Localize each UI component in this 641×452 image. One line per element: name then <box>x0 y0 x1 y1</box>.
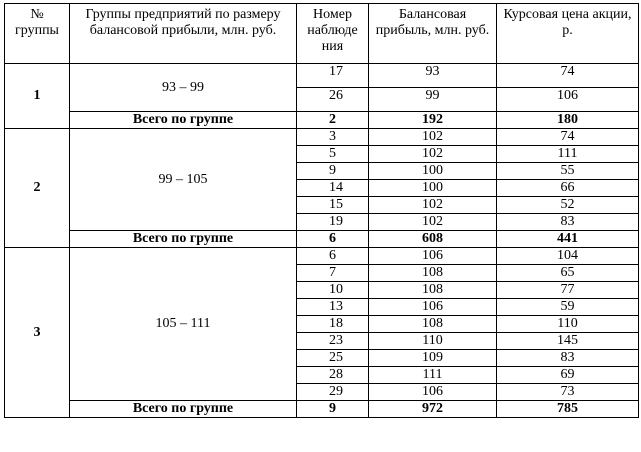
obs-number: 15 <box>297 197 369 214</box>
total-price: 441 <box>497 231 639 248</box>
obs-number: 17 <box>297 64 369 88</box>
header-obs-no: Номер наблюде ния <box>297 4 369 64</box>
price-value: 106 <box>497 88 639 112</box>
price-value: 110 <box>497 316 639 333</box>
obs-number: 10 <box>297 282 369 299</box>
obs-number: 23 <box>297 333 369 350</box>
price-value: 69 <box>497 367 639 384</box>
header-group-no: № группы <box>5 4 70 64</box>
obs-number: 13 <box>297 299 369 316</box>
price-value: 74 <box>497 64 639 88</box>
profit-value: 106 <box>369 299 497 316</box>
obs-number: 6 <box>297 248 369 265</box>
profit-value: 100 <box>369 163 497 180</box>
total-price: 785 <box>497 401 639 418</box>
obs-number: 7 <box>297 265 369 282</box>
total-label: Всего по группе <box>70 401 297 418</box>
profit-value: 102 <box>369 129 497 146</box>
price-value: 74 <box>497 129 639 146</box>
total-obs: 6 <box>297 231 369 248</box>
price-value: 66 <box>497 180 639 197</box>
profit-value: 108 <box>369 265 497 282</box>
table-row <box>5 64 639 88</box>
price-value: 59 <box>497 299 639 316</box>
header-group-range: Группы предприятий по размеру балансовой прибыли, млн. руб. <box>70 4 297 64</box>
profit-value: 108 <box>369 282 497 299</box>
profit-value: 102 <box>369 214 497 231</box>
table-row <box>5 248 639 265</box>
total-label: Всего по группе <box>70 112 297 129</box>
profit-value: 106 <box>369 248 497 265</box>
price-value: 111 <box>497 146 639 163</box>
obs-number: 5 <box>297 146 369 163</box>
price-value: 83 <box>497 214 639 231</box>
price-value: 55 <box>497 163 639 180</box>
total-profit: 608 <box>369 231 497 248</box>
profit-value: 100 <box>369 180 497 197</box>
group-total-row <box>5 112 639 129</box>
group-number: 3 <box>5 248 70 418</box>
price-value: 52 <box>497 197 639 214</box>
profit-value: 109 <box>369 350 497 367</box>
obs-number: 25 <box>297 350 369 367</box>
price-value: 73 <box>497 384 639 401</box>
profit-value: 99 <box>369 88 497 112</box>
profit-value: 111 <box>369 367 497 384</box>
profit-value: 102 <box>369 146 497 163</box>
total-profit: 972 <box>369 401 497 418</box>
total-obs: 2 <box>297 112 369 129</box>
price-value: 145 <box>497 333 639 350</box>
group-number: 1 <box>5 64 70 129</box>
group-number: 2 <box>5 129 70 248</box>
obs-number: 29 <box>297 384 369 401</box>
grouping-table <box>4 3 639 418</box>
total-profit: 192 <box>369 112 497 129</box>
obs-number: 19 <box>297 214 369 231</box>
profit-value: 110 <box>369 333 497 350</box>
price-value: 77 <box>497 282 639 299</box>
profit-value: 93 <box>369 64 497 88</box>
price-value: 83 <box>497 350 639 367</box>
obs-number: 3 <box>297 129 369 146</box>
group-total-row <box>5 401 639 418</box>
group-range: 93 – 99 <box>70 64 297 112</box>
profit-value: 108 <box>369 316 497 333</box>
obs-number: 9 <box>297 163 369 180</box>
group-range: 105 – 111 <box>70 248 297 401</box>
table-row <box>5 129 639 146</box>
obs-number: 26 <box>297 88 369 112</box>
price-value: 65 <box>497 265 639 282</box>
obs-number: 28 <box>297 367 369 384</box>
profit-value: 106 <box>369 384 497 401</box>
obs-number: 14 <box>297 180 369 197</box>
group-range: 99 – 105 <box>70 129 297 231</box>
total-obs: 9 <box>297 401 369 418</box>
header-price: Курсовая цена акции, р. <box>497 4 639 64</box>
obs-number: 18 <box>297 316 369 333</box>
price-value: 104 <box>497 248 639 265</box>
total-price: 180 <box>497 112 639 129</box>
group-total-row <box>5 231 639 248</box>
profit-value: 102 <box>369 197 497 214</box>
header-profit: Балансовая прибыль, млн. руб. <box>369 4 497 64</box>
total-label: Всего по группе <box>70 231 297 248</box>
